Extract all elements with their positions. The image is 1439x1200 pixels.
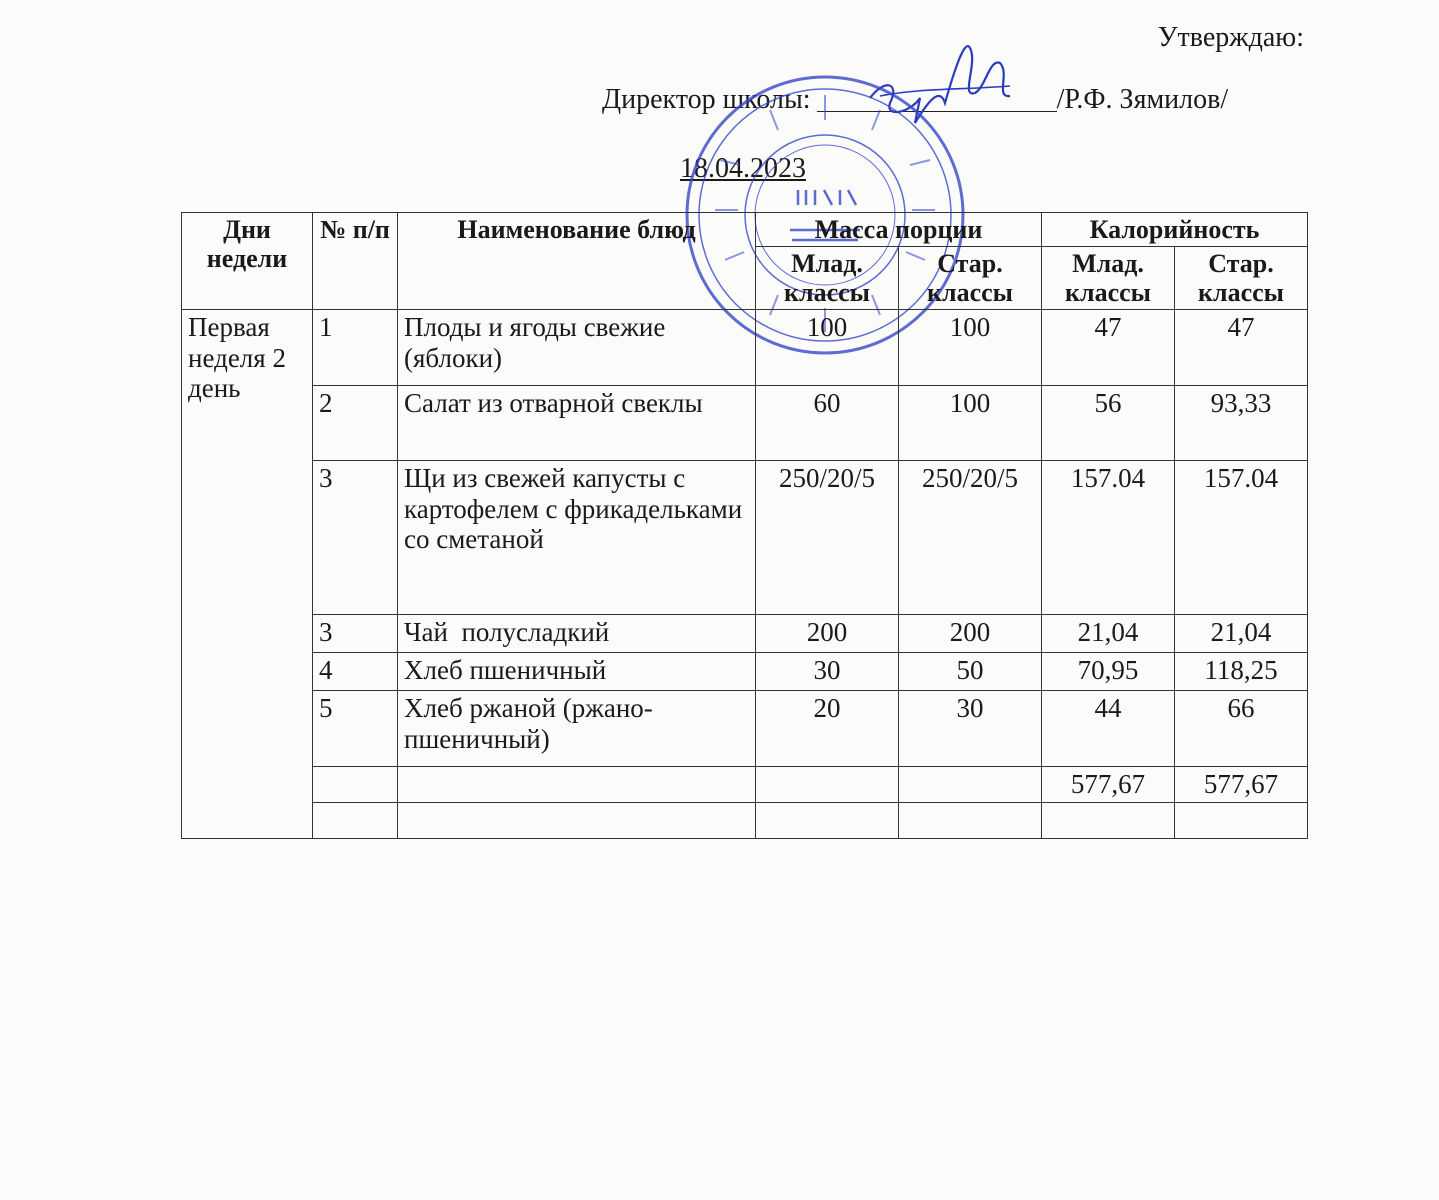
empty-cell xyxy=(398,767,756,803)
dish-name: Хлеб пшеничный xyxy=(398,653,756,691)
cal-senior: 21,04 xyxy=(1175,615,1308,653)
row-number: 3 xyxy=(313,615,398,653)
cal-junior: 70,95 xyxy=(1042,653,1175,691)
table-row xyxy=(182,461,1308,615)
cal-senior: 157.04 xyxy=(1175,461,1308,615)
dish-name: Щи из свежей капусты с картофелем с фрикадельками со сметаной xyxy=(398,461,756,615)
empty-cell xyxy=(899,803,1042,839)
approval-date: 18.04.2023 xyxy=(680,153,806,184)
day-label: Первая неделя 2 день xyxy=(182,310,313,839)
empty-cell xyxy=(313,803,398,839)
cal-junior: 157.04 xyxy=(1042,461,1175,615)
row-number: 2 xyxy=(313,386,398,461)
empty-cell xyxy=(1175,803,1308,839)
header-portion-mass: Масса порции xyxy=(756,213,1042,247)
cal-junior: 47 xyxy=(1042,310,1175,386)
cal-senior: 93,33 xyxy=(1175,386,1308,461)
mass-senior: 100 xyxy=(899,386,1042,461)
mass-senior: 250/20/5 xyxy=(899,461,1042,615)
cal-junior: 56 xyxy=(1042,386,1175,461)
header-dish-name: Наименование блюд xyxy=(398,213,756,310)
empty-cell xyxy=(756,767,899,803)
empty-cell xyxy=(398,803,756,839)
empty-cell xyxy=(313,767,398,803)
total-cal-junior: 577,67 xyxy=(1042,767,1175,803)
empty-cell xyxy=(1042,803,1175,839)
mass-junior: 100 xyxy=(756,310,899,386)
row-number: 3 xyxy=(313,461,398,615)
cal-junior: 21,04 xyxy=(1042,615,1175,653)
cal-senior: 66 xyxy=(1175,691,1308,767)
header-cal-senior: Стар. классы xyxy=(1175,247,1308,310)
cal-senior: 47 xyxy=(1175,310,1308,386)
mass-senior: 100 xyxy=(899,310,1042,386)
total-row xyxy=(182,767,1308,803)
mass-junior: 200 xyxy=(756,615,899,653)
mass-junior: 60 xyxy=(756,386,899,461)
dish-name: Салат из отварной свеклы xyxy=(398,386,756,461)
total-cal-senior: 577,67 xyxy=(1175,767,1308,803)
director-label: Директор школы: xyxy=(602,84,811,115)
header-mass-junior: Млад. классы xyxy=(756,247,899,310)
table-row xyxy=(182,310,1308,386)
dish-name: Плоды и ягоды свежие (яблоки) xyxy=(398,310,756,386)
mass-senior: 30 xyxy=(899,691,1042,767)
header-calories: Калорийность xyxy=(1042,213,1308,247)
cal-senior: 118,25 xyxy=(1175,653,1308,691)
header-days: Дни недели xyxy=(182,213,313,310)
row-number: 5 xyxy=(313,691,398,767)
mass-junior: 250/20/5 xyxy=(756,461,899,615)
table-row xyxy=(182,691,1308,767)
empty-row xyxy=(182,803,1308,839)
cal-junior: 44 xyxy=(1042,691,1175,767)
header-number: № п/п xyxy=(313,213,398,310)
table-row xyxy=(182,386,1308,461)
mass-senior: 200 xyxy=(899,615,1042,653)
mass-junior: 30 xyxy=(756,653,899,691)
row-number: 1 xyxy=(313,310,398,386)
mass-senior: 50 xyxy=(899,653,1042,691)
table-row xyxy=(182,653,1308,691)
director-name: /Р.Ф. Зямилов/ xyxy=(1056,84,1229,115)
row-number: 4 xyxy=(313,653,398,691)
dish-name: Чай полусладкий xyxy=(398,615,756,653)
header-cal-junior: Млад. классы xyxy=(1042,247,1175,310)
header-mass-senior: Стар. классы xyxy=(899,247,1042,310)
empty-cell xyxy=(756,803,899,839)
table-row xyxy=(182,615,1308,653)
header-row-1 xyxy=(182,213,1308,247)
approval-label: Утверждаю: xyxy=(1157,22,1304,53)
empty-cell xyxy=(899,767,1042,803)
menu-table xyxy=(181,212,1308,839)
dish-name: Хлеб ржаной (ржано-пшеничный) xyxy=(398,691,756,767)
mass-junior: 20 xyxy=(756,691,899,767)
